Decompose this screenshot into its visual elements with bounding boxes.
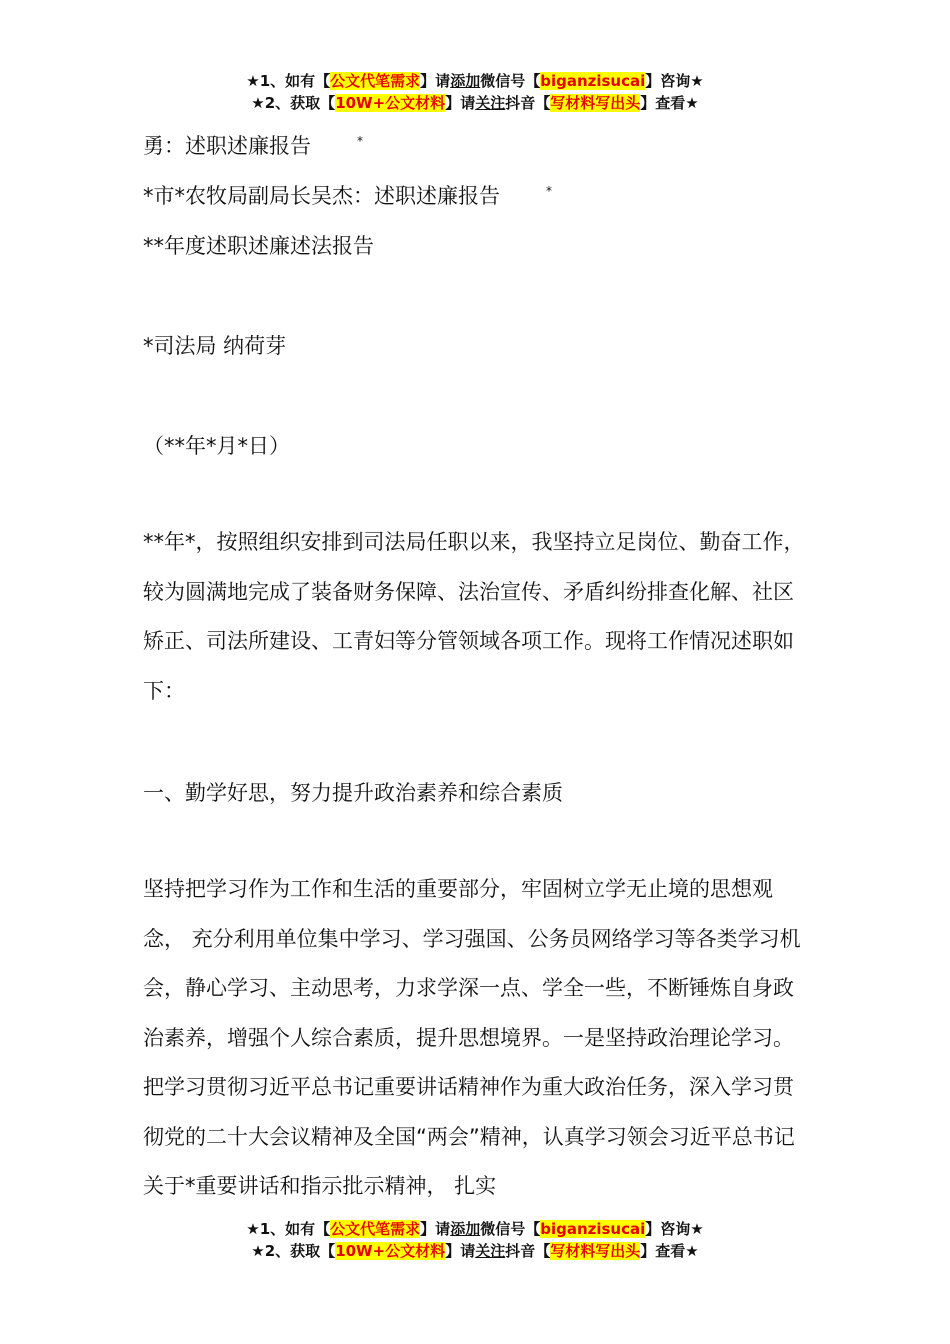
author-line: *司法局 纳荷芽: [143, 334, 287, 358]
promo-underlined: 添加: [450, 1220, 481, 1238]
heading-line-1-text: 勇：述职述廉报告: [143, 134, 311, 158]
promo-wechat-id: biganzisucai: [540, 1220, 646, 1238]
promo-text: ★2、获取【: [251, 1242, 336, 1260]
promo-text: 】查看★: [640, 94, 699, 112]
promo-banner-top: [0, 70, 950, 114]
promo-text: 】请: [445, 1242, 476, 1260]
promo-underlined: 关注: [475, 1242, 506, 1260]
asterisk-mark: *: [546, 184, 552, 198]
promo-text: 】咨询★: [645, 1220, 704, 1238]
promo-underlined: 添加: [450, 72, 481, 90]
section-heading-1: 一、勤学好思，努力提升政治素养和综合素质: [143, 781, 563, 805]
report-title: **年度述职述廉述法报告: [143, 234, 374, 258]
promo-text: 】咨询★: [645, 72, 704, 90]
asterisk-mark: *: [357, 134, 363, 148]
promo-highlight: 公文代笔需求: [330, 1220, 421, 1238]
promo-text: 】请: [445, 94, 476, 112]
promo-underlined: 关注: [475, 94, 506, 112]
date-line: （**年*月*日）: [143, 434, 290, 458]
promo-wechat-id: biganzisucai: [540, 72, 646, 90]
heading-line-2: [143, 180, 808, 210]
section-1-paragraph: 坚持把学习作为工作和生活的重要部分，牢固树立学无止境的思想观念， 充分利用单位集中学习、学习强国、公务员网络学习等各类学习机会，静心学习、主动思考，力求学深一点、学全一些，不断锤炼自身政治素养，增强个人综合素质，提升思想境界。一是坚持政治理论学习。把学习贯彻习近平总书记重要讲话精神作为重大政治任务，深入学习贯彻党的二十大会议精神及全国“两会”精神，认真学习领会习近平总书记关于*重要讲话和指示批示精神， 扎实: [143, 877, 801, 1198]
promo-highlight: 10W+公文材料: [335, 1242, 446, 1260]
promo-douyin-name: 写材料写出头: [550, 1242, 641, 1260]
heading-line-1: [143, 130, 808, 160]
promo-text: 】请: [420, 1220, 451, 1238]
promo-line-1: [0, 1218, 950, 1240]
intro-paragraph: **年*，按照组织安排到司法局任职以来，我坚持立足岗位、勤奋工作， 较为圆满地完成了装备财务保障、法治宣传、矛盾纠纷排查化解、社区矫正、司法所建设、工青妇等分管领域各项工作。现将工作情况述职如下：: [143, 530, 805, 703]
heading-line-2-text: *市*农牧局副局长吴杰：述职述廉报告: [143, 184, 500, 208]
promo-text: ★1、如有【: [246, 1220, 331, 1238]
promo-text: ★2、获取【: [251, 94, 336, 112]
promo-text: 】查看★: [640, 1242, 699, 1260]
promo-text: 抖音【: [505, 94, 551, 112]
promo-line-1: [0, 70, 950, 92]
promo-text: 抖音【: [505, 1242, 551, 1260]
promo-highlight: 10W+公文材料: [335, 94, 446, 112]
promo-douyin-name: 写材料写出头: [550, 94, 641, 112]
promo-text: 】请: [420, 72, 451, 90]
promo-text: 微信号【: [480, 72, 541, 90]
promo-highlight: 公文代笔需求: [330, 72, 421, 90]
promo-line-2: [0, 1240, 950, 1262]
promo-text: ★1、如有【: [246, 72, 331, 90]
promo-text: 微信号【: [480, 1220, 541, 1238]
promo-line-2: [0, 92, 950, 114]
promo-banner-bottom: [0, 1218, 950, 1262]
